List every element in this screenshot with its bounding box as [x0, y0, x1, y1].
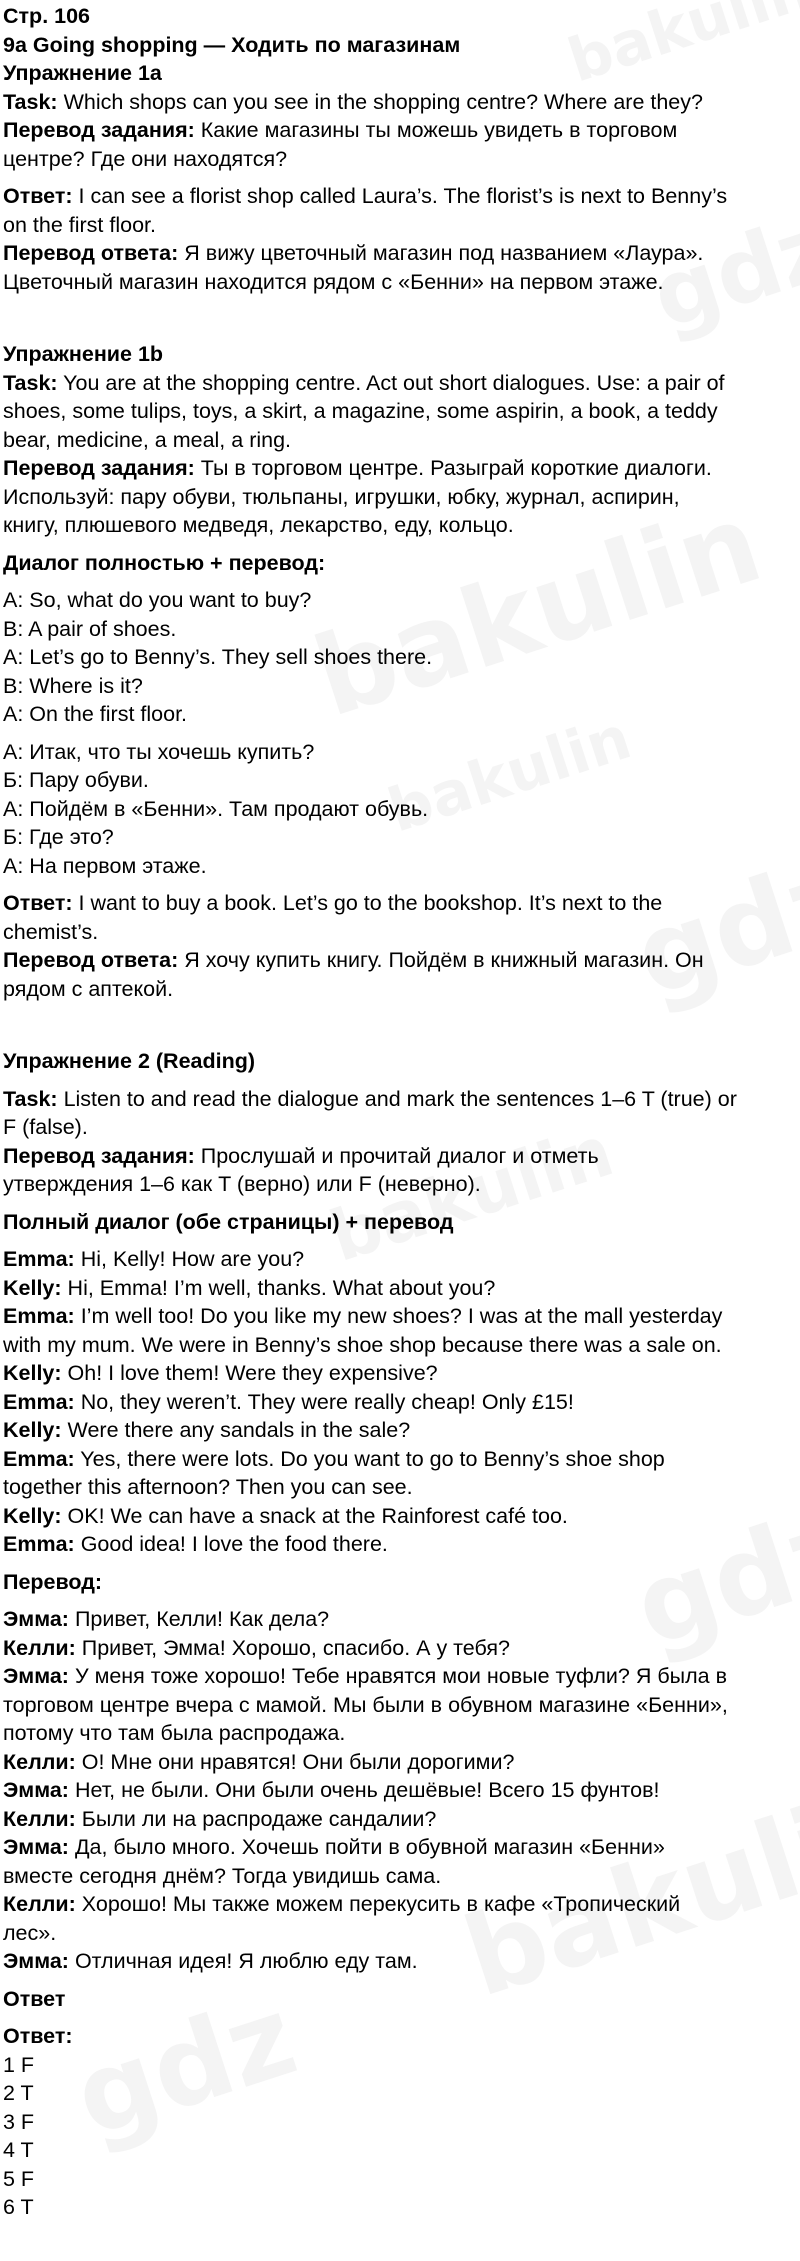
utterance: О! Мне они нравятся! Они были дорогими?	[81, 1749, 515, 1774]
task-text: F (false).	[3, 1115, 88, 1139]
translation-label: Перевод задания:	[3, 118, 195, 142]
utterance: Нет, не были. Они были очень дешёвые! Всего 15 фунтов!	[74, 1778, 660, 1802]
task-label: Task:	[3, 1086, 58, 1111]
answer-text: I can see a florist shop called Laura’s. The florist’s is next to Benny’s	[78, 184, 728, 208]
dialog-line-ru	[3, 1605, 797, 1634]
speaker: Kelly:	[3, 1361, 62, 1385]
answer-translation-line	[3, 946, 797, 975]
answer-item: 4 T	[3, 2138, 34, 2162]
utterance: потому что там была распродажа.	[3, 1721, 346, 1745]
page-number: Стр. 106	[3, 4, 91, 28]
answer-translation-text: Я хочу купить книгу. Пойдём в книжный магазин. Он	[184, 948, 704, 972]
answer-item: 1 F	[3, 2052, 35, 2077]
dialog-line-en: B: A pair of shoes.	[3, 616, 177, 641]
answer-item: 2 T	[3, 2081, 34, 2105]
dialog-line-en: B: Where is it?	[3, 673, 143, 698]
answer-line	[3, 182, 797, 211]
task-translation-line	[3, 1142, 797, 1171]
utterance: Хорошо! Мы также можем перекусить в кафе «Тропический	[81, 1892, 681, 1916]
dialog-line-en	[3, 1416, 797, 1445]
answer-text: on the first floor.	[3, 212, 156, 237]
answer-line	[3, 889, 797, 918]
translation-text: книгу, плюшевого медведя, лекарство, еду, кольцо.	[3, 513, 514, 537]
answer-item: 5 F	[3, 2166, 35, 2191]
utterance: Good idea! I love the food there.	[80, 1532, 388, 1556]
task-line	[3, 88, 797, 117]
answer-translation-text: рядом с аптекой.	[3, 976, 174, 1001]
speaker: Келли:	[3, 1635, 76, 1660]
answer-text: chemist’s.	[3, 919, 99, 944]
translation-label: Перевод задания:	[3, 1143, 195, 1168]
dialog-line-en	[3, 1245, 797, 1274]
dialog-line-en: A: On the first floor.	[3, 702, 188, 726]
task-translation-line	[3, 116, 797, 145]
speaker: Emma:	[3, 1389, 75, 1414]
dialog-line-ru: Б: Пару обуви.	[3, 768, 149, 792]
utterance: Yes, there were lots. Do you want to go to Benny’s shoe shop	[80, 1446, 665, 1471]
answer-translation-label: Перевод ответа:	[3, 241, 179, 265]
utterance: No, they weren’t. They were really cheap! Only £15!	[80, 1389, 574, 1414]
translation-text: утверждения 1–6 как T (верно) или F (неверно).	[3, 1172, 481, 1196]
speaker: Emma:	[3, 1304, 75, 1328]
speaker: Kelly:	[3, 1418, 62, 1442]
dialog-line-ru	[3, 1634, 797, 1663]
dialog-line-en	[3, 1302, 797, 1331]
exercise-1b	[3, 340, 797, 1003]
exercise-2	[3, 1047, 797, 2222]
dialog-line-en	[3, 1502, 797, 1531]
dialog-line-ru	[3, 1662, 797, 1691]
dialog-line-ru: А: Пойдём в «Бенни». Там продают обувь.	[3, 796, 429, 821]
exercise-heading: Упражнение 1a	[3, 61, 162, 85]
dialog-line-en	[3, 1445, 797, 1474]
answer-translation-label: Перевод ответа:	[3, 948, 179, 972]
dialog-line-en: A: So, what do you want to buy?	[3, 588, 312, 612]
speaker: Эмма:	[3, 1778, 69, 1802]
utterance: Hi, Kelly! How are you?	[80, 1247, 305, 1271]
dialog-line-en	[3, 1274, 797, 1303]
speaker: Emma:	[3, 1446, 75, 1471]
answer-section-heading: Ответ	[3, 1986, 66, 2011]
task-text: You are at the shopping centre. Act out short dialogues. Use: a pair of	[63, 370, 725, 395]
speaker: Келли:	[3, 1892, 76, 1916]
exercise-1a	[3, 59, 797, 296]
translation-label: Перевод задания:	[3, 456, 195, 480]
task-translation-text: центре? Где они находятся?	[3, 146, 288, 171]
task-text: shoes, some tulips, toys, a skirt, a magazine, some aspirin, a book, a teddy	[3, 399, 718, 423]
utterance: OK! We can have a snack at the Rainforest café too.	[67, 1503, 568, 1528]
full-dialog-heading: Полный диалог (обе страницы) + перевод	[3, 1209, 454, 1234]
utterance: Hi, Emma! I’m well, thanks. What about you?	[67, 1275, 496, 1300]
dialog-line-en: A: Let’s go to Benny’s. They sell shoes there.	[3, 645, 433, 669]
speaker: Келли:	[3, 1806, 76, 1831]
dialog-line-ru	[3, 1833, 797, 1862]
speaker: Эмма:	[3, 1949, 69, 1973]
utterance: Отличная идея! Я люблю еду там.	[74, 1949, 418, 1973]
dialog-line-ru	[3, 1805, 797, 1834]
task-text: Which shops can you see in the shopping centre? Where are they?	[63, 89, 703, 114]
task-text: Listen to and read the dialogue and mark the sentences 1–6 T (true) or	[63, 1086, 737, 1111]
answer-item: 3 F	[3, 2109, 35, 2134]
unit-title: 9a Going shopping — Ходить по магазинам	[3, 32, 461, 57]
answer-translation-text: Цветочный магазин находится рядом с «Бенни» на первом этаже.	[3, 269, 664, 294]
exercise-heading: Упражнение 1b	[3, 342, 164, 366]
speaker: Kelly:	[3, 1503, 62, 1528]
translation-heading: Перевод:	[3, 1569, 103, 1594]
answer-label: Ответ:	[3, 2024, 73, 2048]
dialog-line-ru	[3, 1890, 797, 1919]
task-line	[3, 1085, 797, 1114]
utterance: вместе сегодня днём? Тогда увидишь сама.	[3, 1863, 442, 1888]
task-label: Task:	[3, 370, 58, 395]
answer-label: Ответ:	[3, 891, 73, 915]
utterance: I’m well too! Do you like my new shoes? I was at the mall yesterday	[80, 1304, 723, 1328]
utterance: Привет, Келли! Как дела?	[74, 1607, 330, 1631]
speaker: Emma:	[3, 1247, 75, 1271]
answer-text: I want to buy a book. Let’s go to the bookshop. It’s next to the	[78, 891, 663, 915]
utterance: У меня тоже хорошо! Тебе нравятся мои новые туфли? Я была в	[74, 1664, 728, 1688]
utterance: Да, было много. Хочешь пойти в обувной магазин «Бенни»	[74, 1835, 665, 1859]
dialog-line-ru	[3, 1947, 797, 1976]
answer-translation-line	[3, 239, 797, 268]
translation-text: Ты в торговом центре. Разыграй короткие диалоги.	[200, 456, 712, 480]
task-translation-line	[3, 454, 797, 483]
dialog-line-en	[3, 1530, 797, 1559]
utterance: with my mum. We were in Benny’s shoe shop because there was a sale on.	[3, 1332, 722, 1357]
task-label: Task:	[3, 89, 58, 114]
answer-translation-text: Я вижу цветочный магазин под названием «Лаура».	[184, 241, 704, 265]
utterance: together this afternoon? Then you can see.	[3, 1475, 413, 1499]
utterance: Were there any sandals in the sale?	[67, 1418, 411, 1442]
task-line	[3, 369, 797, 398]
speaker: Эмма:	[3, 1835, 69, 1859]
exercise-heading: Упражнение 2 (Reading)	[3, 1049, 256, 1073]
answer-item: 6 T	[3, 2195, 34, 2219]
translation-text: Прослушай и прочитай диалог и отметь	[200, 1143, 599, 1168]
task-text: bear, medicine, a meal, a ring.	[3, 427, 292, 452]
dialog-line-ru	[3, 1748, 797, 1777]
dialog-line-en	[3, 1359, 797, 1388]
dialog-heading: Диалог полностью + перевод:	[3, 550, 326, 575]
utterance: Привет, Эмма! Хорошо, спасибо. А у тебя?	[81, 1635, 510, 1660]
speaker: Kelly:	[3, 1275, 62, 1300]
utterance: торговом центре вчера с мамой. Мы были в обувном магазине «Бенни»,	[3, 1692, 728, 1717]
answer-label: Ответ:	[3, 184, 73, 208]
translation-text: Какие магазины ты можешь увидеть в торговом	[200, 118, 678, 142]
utterance: Oh! I love them! Were they expensive?	[67, 1361, 438, 1385]
translation-text: Используй: пару обуви, тюльпаны, игрушки, юбку, журнал, аспирин,	[3, 484, 680, 509]
dialog-line-ru: Б: Где это?	[3, 825, 114, 849]
dialog-line-en	[3, 1388, 797, 1417]
dialog-line-ru: А: Итак, что ты хочешь купить?	[3, 739, 315, 764]
speaker: Emma:	[3, 1532, 75, 1556]
speaker: Эмма:	[3, 1607, 69, 1631]
utterance: Были ли на распродаже сандалии?	[81, 1806, 437, 1831]
dialog-line-ru: А: На первом этаже.	[3, 853, 207, 878]
speaker: Эмма:	[3, 1664, 69, 1688]
dialog-line-ru	[3, 1776, 797, 1805]
utterance: лес».	[3, 1920, 57, 1945]
speaker: Келли:	[3, 1749, 76, 1774]
